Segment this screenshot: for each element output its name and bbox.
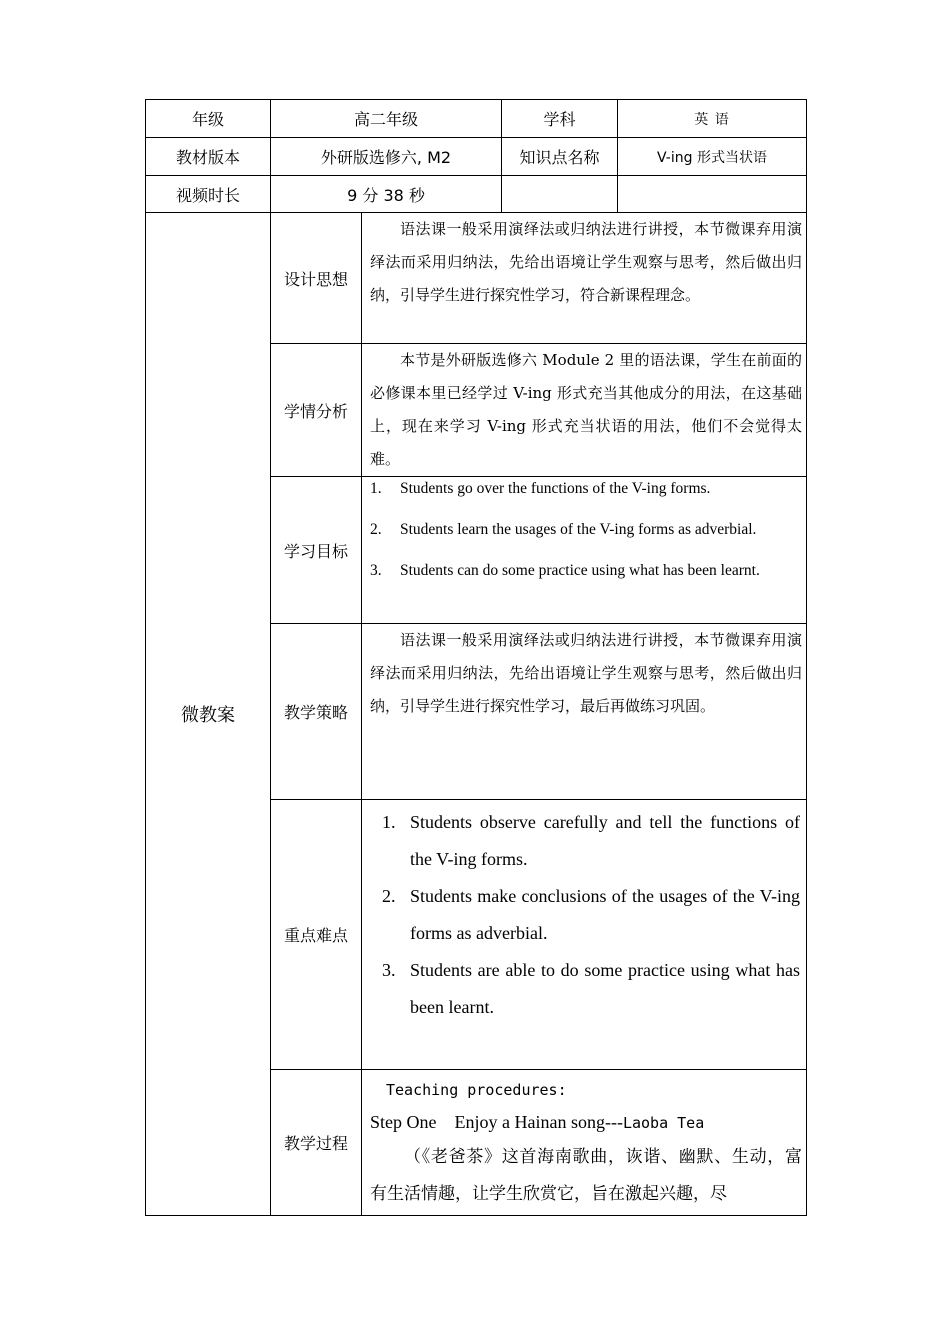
lesson-plan-table <box>145 99 807 1216</box>
list-item <box>382 952 800 1026</box>
keypoints-label: 重点难点 <box>271 800 362 1070</box>
textbook-row <box>146 138 807 176</box>
design-row <box>146 213 807 344</box>
list-item <box>382 804 800 878</box>
list-item <box>382 878 800 952</box>
item-number: 3. <box>382 960 396 980</box>
analysis-content <box>362 344 807 477</box>
strategy-label: 教学策略 <box>271 624 362 800</box>
duration-row <box>146 176 807 213</box>
keypoints-content <box>362 800 807 1070</box>
item-text: Students can do some practice using what has been learnt. <box>400 562 760 579</box>
item-number: 2. <box>370 521 382 538</box>
item-text: Students learn the usages of the V-ing forms as adverbial. <box>400 521 757 538</box>
strategy-text: 语法课一般采用演绎法或归纳法进行讲授，本节微课弃用演绎法而采用归纳法，先给出语境让学生观察与思考，然后做出归纳，引导学生进行探究性学习，最后再做练习巩固。 <box>370 631 803 715</box>
grade-value: 高二年级 <box>271 100 502 138</box>
item-number: 1. <box>382 812 396 832</box>
grade-label: 年级 <box>146 100 271 138</box>
textbook-label: 教材版本 <box>146 138 271 176</box>
micro-plan-label: 微教案 <box>146 213 271 1216</box>
list-item <box>370 518 802 559</box>
subject-value: 英 语 <box>618 100 807 138</box>
strategy-content <box>362 624 807 800</box>
empty-cell <box>618 176 807 213</box>
item-text: Students observe carefully and tell the functions of the V-ing forms. <box>410 812 801 869</box>
process-text: （《老爸茶》这首海南歌曲，诙谐、幽默、生动，富有生活情趣，让学生欣赏它，旨在激起兴趣，尽 <box>370 1147 803 1204</box>
process-content <box>362 1070 807 1216</box>
grade-row <box>146 100 807 138</box>
item-text: Students go over the functions of the V-ing forms. <box>400 480 711 497</box>
song-title: Laoba Tea <box>622 1114 705 1132</box>
list-item <box>370 559 802 600</box>
process-step <box>370 1106 802 1139</box>
textbook-value: 外研版选修六, M2 <box>271 138 502 176</box>
item-number: 1. <box>370 480 382 497</box>
item-number: 2. <box>382 886 396 906</box>
knowledge-label: 知识点名称 <box>502 138 618 176</box>
empty-cell <box>502 176 618 213</box>
goals-content <box>362 477 807 624</box>
keypoints-list <box>362 800 806 1026</box>
goals-list <box>362 477 806 600</box>
item-text: Students are able to do some practice using what has been learnt. <box>410 960 801 1017</box>
analysis-label: 学情分析 <box>271 344 362 477</box>
analysis-text: 本节是外研版选修六 Module 2 里的语法课，学生在前面的必修课本里已经学过 V-ing 形式充当其他成分的用法，在这基础上，现在来学习 V-ing 形式充当状语的用法，他们不会觉得太难。 <box>370 351 803 468</box>
duration-label: 视频时长 <box>146 176 271 213</box>
knowledge-value: V-ing 形式当状语 <box>618 138 807 176</box>
process-heading: Teaching procedures: <box>386 1081 567 1099</box>
goals-label: 学习目标 <box>271 477 362 624</box>
subject-label: 学科 <box>502 100 618 138</box>
process-label: 教学过程 <box>271 1070 362 1216</box>
list-item <box>370 477 802 518</box>
design-label: 设计思想 <box>271 213 362 344</box>
duration-value: 9 分 38 秒 <box>271 176 502 213</box>
step-title: Step One Enjoy a Hainan song--- <box>370 1112 623 1132</box>
design-content <box>362 213 807 344</box>
design-text: 语法课一般采用演绎法或归纳法进行讲授，本节微课弃用演绎法而采用归纳法，先给出语境让学生观察与思考，然后做出归纳，引导学生进行探究性学习，符合新课程理念。 <box>370 220 803 304</box>
item-text: Students make conclusions of the usages of the V-ing forms as adverbial. <box>410 886 801 943</box>
item-number: 3. <box>370 562 382 579</box>
